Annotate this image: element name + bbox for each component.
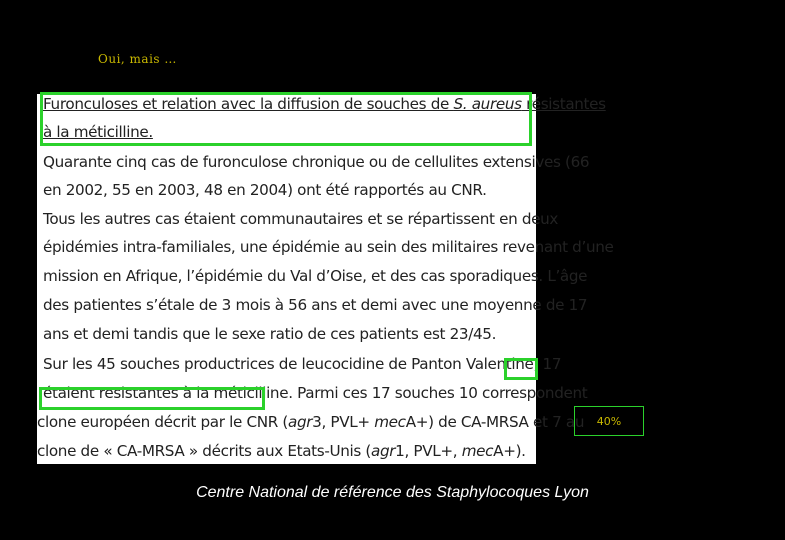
count-highlight-box (504, 358, 538, 380)
resist-line: étaient resistantes à la méticilline. Parmi ces 17 souches 10 correspondent (43, 384, 588, 402)
clone-line-2: clone de « CA-MRSA » décrits aux Etats-Unis (agr1, PVL+, mecA+). (37, 442, 526, 460)
title-line-1: Furonculoses et relation avec la diffusion de souches de S. aureus résistantes (43, 95, 606, 113)
resist-highlight-box (39, 387, 265, 410)
sur-line: Sur les 45 souches productrices de leucocidine de Panton Valentine, 17 (43, 355, 562, 373)
footer-caption: Centre National de référence des Staphylocoques Lyon (196, 484, 589, 501)
body-line: ans et demi tandis que le sexe ratio de ces patients est 23/45. (43, 325, 497, 343)
percent-box (574, 406, 644, 436)
body-line: épidémies intra-familiales, une épidémie au sein des militaires revenant d’une (43, 238, 614, 256)
clone-line-1: clone européen décrit par le CNR (agr3, PVL+ mecA+) de CA-MRSA et 7 au (37, 413, 585, 431)
percent-label: 40% (596, 414, 622, 428)
body-line: en 2002, 55 en 2003, 48 en 2004) ont été rapportés au CNR. (43, 181, 487, 199)
subtitle: Oui, mais … (98, 52, 177, 66)
count-17: 17 (542, 355, 562, 373)
title-line-2: à la méticilline. (43, 123, 153, 141)
body-line: Tous les autres cas étaient communautaires et se répartissent en deux (43, 210, 559, 228)
body-line: mission en Afrique, l’épidémie du Val d’Oise, et des cas sporadiques. L’âge (43, 267, 588, 285)
body-line: des patientes s’étale de 3 mois à 56 ans et demi avec une moyenne de 17 (43, 296, 588, 314)
body-line: Quarante cinq cas de furonculose chronique ou de cellulites extensives (66 (43, 153, 590, 171)
title-highlight-box (40, 92, 532, 146)
